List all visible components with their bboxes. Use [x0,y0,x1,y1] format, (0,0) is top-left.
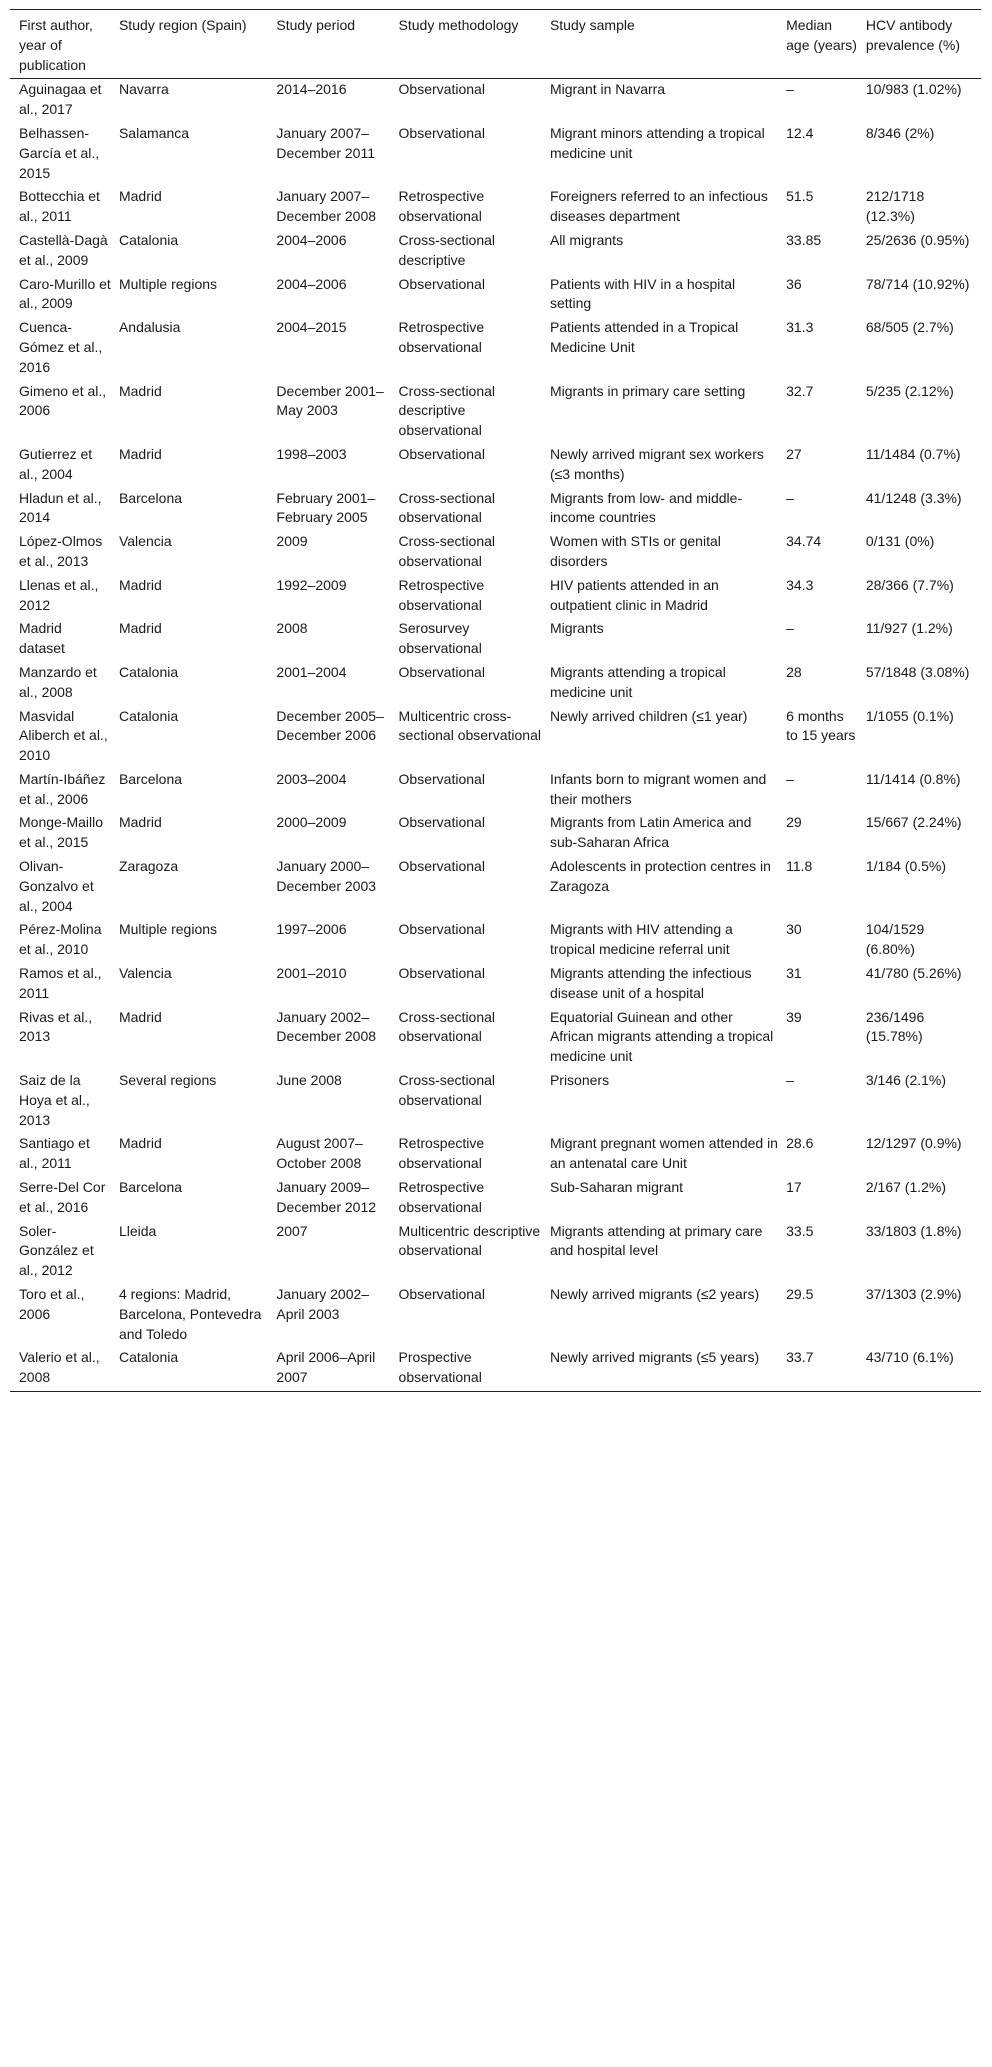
cell-sample: Migrant minors attending a tropical medicine unit [549,124,765,161]
cell-prevalence: 68/505 (2.7%) [865,319,954,336]
cell-prevalence: 57/1848 (3.08%) [865,663,970,680]
cell-author: Gimeno et al., 2006 [19,382,107,419]
table-row [10,381,981,444]
cell-median-age: 11.8 [786,858,813,875]
cell-period: January 2002–December 2008 [276,1008,377,1045]
table-row [10,662,981,706]
cell-period: 2014–2016 [276,81,347,98]
cell-author: Toro et al., 2006 [19,1286,85,1322]
cell-methodology: Retrospective observational [398,576,485,613]
cell-methodology: Observational [398,921,485,938]
table-row [10,812,981,856]
cell-prevalence: 12/1297 (0.9%) [865,1135,962,1152]
cell-prevalence: 1/184 (0.5%) [865,858,947,875]
cell-methodology: Prospective observational [398,1349,482,1386]
cell-period: 2000–2009 [276,814,347,831]
cell-region: Barcelona [118,1179,183,1196]
cell-sample: All migrants [549,231,624,248]
cell-median-age: – [786,489,794,506]
cell-median-age: 28.6 [786,1135,814,1152]
cell-prevalence: 104/1529 (6.80%) [865,921,925,958]
cell-sample: Migrants with HIV attending a tropical medicine referral unit [549,921,733,958]
cell-median-age: 33.85 [786,231,822,248]
cell-methodology: Retrospective observational [398,319,485,355]
cell-methodology: Multicentric descriptive observational [398,1222,541,1259]
cell-median-age: 36 [786,275,802,292]
cell-author: Valerio et al., 2008 [19,1349,100,1386]
cell-sample: Newly arrived migrant sex workers (≤3 months) [549,445,764,482]
table-row [10,963,981,1007]
cell-region: Madrid [118,188,162,205]
table-row [10,1347,981,1391]
cell-author: Serre-Del Cor et al., 2016 [19,1179,106,1215]
cell-period: January 2009–December 2012 [276,1179,377,1215]
cell-prevalence: 37/1303 (2.9%) [865,1286,962,1303]
cell-methodology: Observational [398,663,485,680]
cell-author: Saiz de la Hoya et al., 2013 [19,1072,90,1128]
cell-prevalence: 78/714 (10.92%) [865,275,970,292]
cell-methodology: Cross-sectional observational [398,1008,496,1045]
cell-median-age: 51.5 [786,188,814,205]
cell-methodology: Cross-sectional observational [398,533,496,569]
cell-period: 1992–2009 [276,576,347,593]
cell-period: 2004–2006 [276,231,347,248]
cell-prevalence: 33/1803 (1.8%) [865,1222,962,1239]
cell-sample: Newly arrived migrants (≤2 years) [549,1286,760,1303]
cell-region: Multiple regions [118,275,218,292]
cell-sample: Migrants from low- and middle-income countries [549,489,743,526]
table-row [10,919,981,963]
cell-region: Catalonia [118,663,179,680]
cell-prevalence: 1/1055 (0.1%) [865,707,954,724]
cell-period: 1997–2006 [276,921,347,938]
header-row [10,10,981,79]
cell-region: Lleida [118,1222,157,1239]
cell-median-age: – [786,81,794,98]
cell-author: Caro-Murillo et al., 2009 [19,275,111,312]
cell-period: 2008 [276,620,308,637]
cell-period: February 2001–February 2005 [276,489,376,526]
cell-methodology: Observational [398,445,485,462]
cell-median-age: – [786,1072,794,1089]
table-row [10,488,981,532]
cell-sample: Migrant pregnant women attended in an antenatal care Unit [549,1135,778,1172]
cell-prevalence: 3/146 (2.1%) [865,1072,947,1089]
cell-sample: Foreigners referred to an infectious diseases department [549,188,768,225]
table-row [10,444,981,488]
table-row [10,1070,981,1133]
cell-prevalence: 15/667 (2.24%) [865,814,962,831]
cell-prevalence: 28/366 (7.7%) [865,576,954,593]
column-header-period: Study period [276,17,356,33]
cell-sample: Migrants from Latin America and sub-Saharan Africa [549,814,752,851]
cell-period: January 2002–April 2003 [276,1286,370,1322]
column-header-sample: Study sample [549,17,635,33]
cell-prevalence: 5/235 (2.12%) [865,382,954,399]
cell-sample: Infants born to migrant women and their mothers [549,770,767,807]
cell-region: Multiple regions [118,921,218,938]
cell-region: Madrid [118,1135,162,1152]
cell-author: Bottecchia et al., 2011 [19,188,100,225]
cell-region: Madrid [118,576,162,593]
cell-sample: Patients with HIV in a hospital setting [549,275,736,312]
cell-sample: Women with STIs or genital disorders [549,533,721,569]
cell-author: Cuenca-Gómez et al., 2016 [19,319,103,375]
cell-sample: Migrants [549,620,604,637]
cell-period: 2007 [276,1222,308,1239]
table-row [10,1007,981,1070]
cell-region: Barcelona [118,489,183,506]
cell-median-age: 34.3 [786,576,814,593]
cell-author: Santiago et al., 2011 [19,1135,90,1172]
cell-region: 4 regions: Madrid, Barcelona, Pontevedra and Toledo [118,1286,262,1342]
cell-author: Gutierrez et al., 2004 [19,445,93,482]
cell-period: 2001–2004 [276,663,347,680]
cell-author: Rivas et al., 2013 [19,1008,93,1045]
cell-region: Several regions [118,1072,217,1089]
table-row [10,79,981,123]
cell-methodology: Cross-sectional observational [398,1072,496,1108]
cell-period: 2004–2006 [276,275,347,292]
cell-methodology: Observational [398,1286,485,1303]
cell-region: Navarra [118,81,169,98]
cell-author: Hladun et al., 2014 [19,489,102,526]
cell-methodology: Observational [398,124,485,141]
cell-prevalence: 8/346 (2%) [865,124,935,141]
cell-methodology: Observational [398,858,485,875]
cell-period: January 2000–December 2003 [276,858,377,894]
table-row [10,618,981,662]
cell-author: Masvidal Aliberch et al., 2010 [19,707,108,764]
cell-period: December 2005–December 2006 [276,707,384,744]
cell-author: Manzardo et al., 2008 [19,663,97,700]
cell-median-age: 29 [786,814,802,831]
table-row [10,531,981,575]
cell-prevalence: 10/983 (1.02%) [865,81,962,98]
cell-region: Madrid [118,445,162,462]
table-row [10,856,981,919]
column-header-author: First author, year of publication [19,17,93,73]
cell-region: Madrid [118,382,162,399]
cell-median-age: 27 [786,445,802,462]
cell-region: Catalonia [118,231,179,248]
cell-period: 2004–2015 [276,319,347,336]
cell-region: Zaragoza [118,858,179,875]
cell-median-age: 33.7 [786,1349,814,1366]
cell-methodology: Retrospective observational [398,1135,485,1172]
cell-author: Castellà-Dagà et al., 2009 [19,231,108,268]
cell-prevalence: 212/1718 (12.3%) [865,188,925,225]
cell-prevalence: 2/167 (1.2%) [865,1179,947,1196]
cell-median-age: 33.5 [786,1222,814,1239]
cell-methodology: Multicentric cross-sectional observational [398,707,541,744]
cell-median-age: – [786,770,794,787]
cell-sample: Sub-Saharan migrant [549,1179,684,1196]
cell-sample: Migrant in Navarra [549,81,666,98]
table-header [10,10,981,79]
cell-prevalence: 11/927 (1.2%) [865,620,953,637]
cell-prevalence: 43/710 (6.1%) [865,1349,954,1366]
cell-author: Pérez-Molina et al., 2010 [19,921,102,958]
cell-region: Madrid [118,814,162,831]
cell-period: January 2007–December 2008 [276,188,377,225]
cell-prevalence: 41/1248 (3.3%) [865,489,962,506]
cell-prevalence: 11/1484 (0.7%) [865,445,961,462]
cell-sample: Equatorial Guinean and other African migrants attending a tropical medicine unit [549,1008,774,1065]
cell-period: 1998–2003 [276,445,347,462]
cell-author: López-Olmos et al., 2013 [19,533,103,569]
cell-region: Valencia [118,533,172,550]
table-row [10,1133,981,1177]
cell-author: Soler-González et al., 2012 [19,1222,94,1279]
table-row [10,123,981,186]
cell-median-age: 31 [786,965,802,982]
cell-sample: Migrants in primary care setting [549,382,746,399]
cell-region: Catalonia [118,1349,179,1366]
cell-sample: Migrants attending a tropical medicine unit [549,663,726,700]
column-header-methodology: Study methodology [398,17,519,33]
cell-methodology: Observational [398,275,485,292]
cell-median-age: 29.5 [786,1286,814,1303]
cell-sample: Migrants attending at primary care and hospital level [549,1222,763,1259]
cell-author: Olivan-Gonzalvo et al., 2004 [19,858,94,914]
cell-sample: Migrants attending the infectious disease unit of a hospital [549,965,752,1001]
cell-author: Aguinagaa et al., 2017 [19,81,102,118]
table-row [10,1177,981,1221]
cell-period: June 2008 [276,1072,342,1089]
cell-sample: Adolescents in protection centres in Zaragoza [549,858,771,894]
hcv-prevalence-table [10,9,981,1392]
cell-sample: HIV patients attended in an outpatient clinic in Madrid [549,576,719,613]
cell-sample: Newly arrived children (≤1 year) [549,707,748,724]
column-header-median-age: Median age (years) [786,17,857,53]
table-row [10,186,981,230]
table-row [10,706,981,769]
table-body [10,79,981,1392]
cell-median-age: 31.3 [786,319,814,336]
cell-methodology: Cross-sectional observational [398,489,496,526]
table-row [10,317,981,380]
cell-sample: Newly arrived migrants (≤5 years) [549,1349,760,1366]
cell-author: Llenas et al., 2012 [19,576,99,613]
cell-author: Madrid dataset [19,620,65,657]
cell-region: Barcelona [118,770,183,787]
cell-prevalence: 236/1496 (15.78%) [865,1008,925,1045]
table-row [10,274,981,318]
cell-period: December 2001–May 2003 [276,382,384,419]
cell-median-age: 28 [786,663,802,680]
cell-median-age: 12.4 [786,124,814,141]
cell-median-age: – [786,620,794,637]
column-header-region: Study region (Spain) [118,17,247,33]
cell-sample: Prisoners [549,1072,610,1089]
cell-prevalence: 11/1414 (0.8%) [865,770,961,787]
cell-region: Madrid [118,620,162,637]
cell-author: Ramos et al., 2011 [19,965,102,1001]
cell-period: January 2007–December 2011 [276,124,375,161]
cell-period: 2001–2010 [276,965,347,982]
cell-methodology: Retrospective observational [398,1179,485,1215]
cell-author: Martín-Ibáñez et al., 2006 [19,770,106,807]
cell-region: Madrid [118,1008,162,1025]
table-row [10,1284,981,1347]
table-row [10,769,981,813]
cell-period: April 2006–April 2007 [276,1349,376,1386]
table-row [10,1221,981,1284]
cell-methodology: Observational [398,81,485,98]
document-page [10,9,981,1392]
cell-period: August 2007–October 2008 [276,1135,363,1172]
cell-region: Valencia [118,965,172,982]
cell-author: Belhassen-García et al., 2015 [19,124,100,181]
cell-median-age: 30 [786,921,802,938]
cell-methodology: Observational [398,814,485,831]
cell-region: Andalusia [118,319,181,336]
cell-prevalence: 41/780 (5.26%) [865,965,962,982]
cell-methodology: Cross-sectional descriptive [398,231,496,268]
cell-median-age: 39 [786,1008,802,1025]
cell-region: Catalonia [118,707,179,724]
cell-median-age: 17 [786,1179,802,1196]
cell-prevalence: 25/2636 (0.95%) [865,231,970,248]
cell-median-age: 34.74 [786,533,822,550]
cell-methodology: Retrospective observational [398,188,485,225]
cell-period: 2009 [276,533,308,550]
column-header-prevalence: HCV antibody prevalence (%) [865,17,961,53]
cell-methodology: Observational [398,965,485,982]
cell-sample: Patients attended in a Tropical Medicine Unit [549,319,739,355]
cell-methodology: Serosurvey observational [398,620,482,657]
cell-prevalence: 0/131 (0%) [865,533,935,550]
cell-methodology: Cross-sectional descriptive observational [398,382,496,439]
table-row [10,575,981,619]
cell-median-age: 6 months to 15 years [786,707,856,744]
cell-period: 2003–2004 [276,770,347,787]
cell-median-age: 32.7 [786,382,814,399]
cell-methodology: Observational [398,770,485,787]
cell-region: Salamanca [118,124,190,141]
cell-author: Monge-Maillo et al., 2015 [19,814,104,851]
table-row [10,230,981,274]
